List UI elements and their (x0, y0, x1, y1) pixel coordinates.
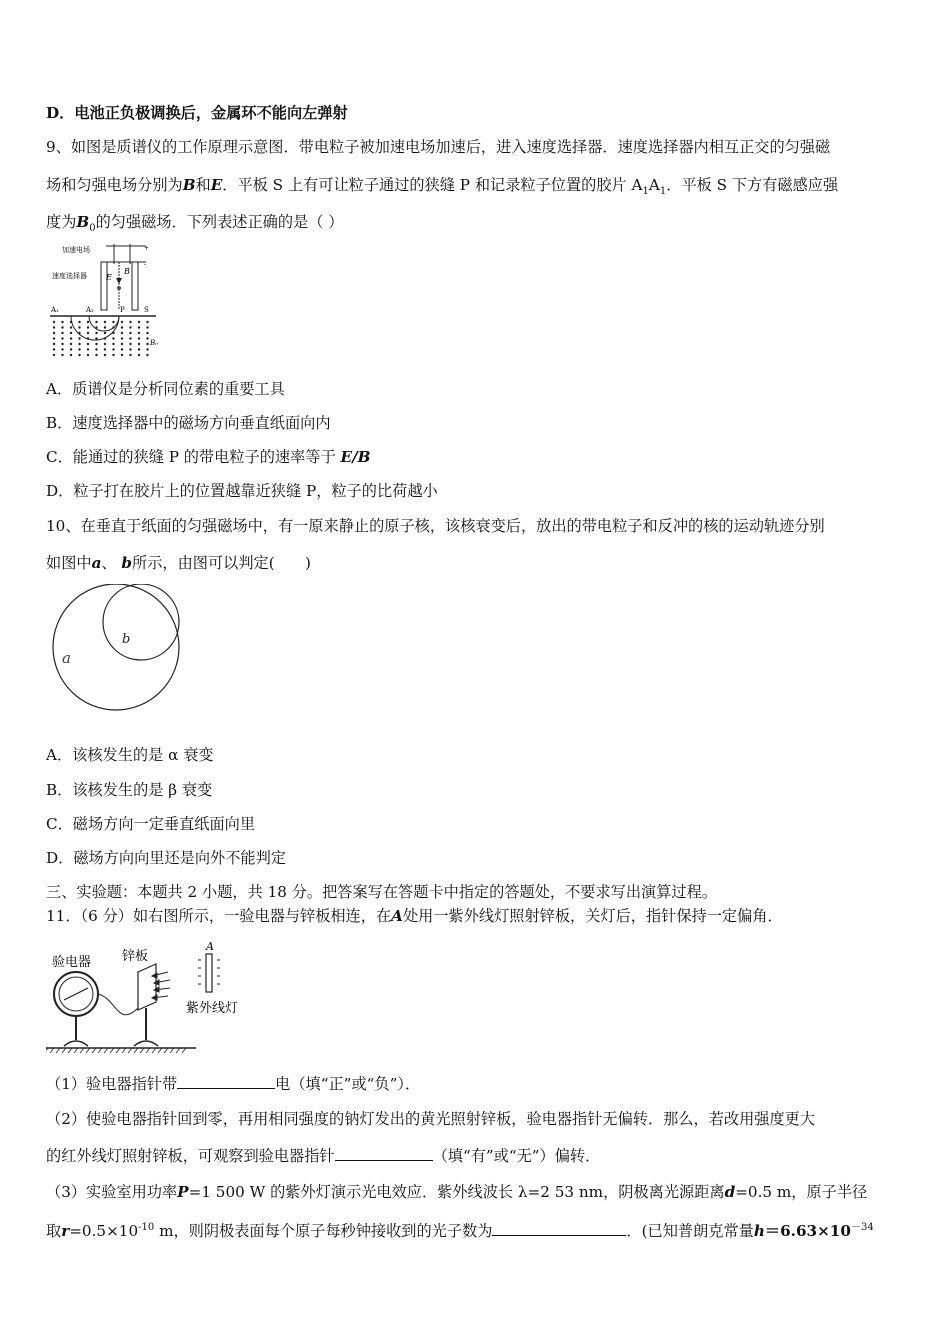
label-b: b (122, 632, 131, 647)
q11-part3-line2: 取$r=0.5\times 10^{-10}$ m，则阴极表面每个原子每秒钟接收到的光子数为 ．(已知普朗克常量$h=6.63\times 10^{-34}$ (46, 1222, 874, 1241)
answer-blank-2[interactable] (335, 1146, 433, 1161)
q9-option-d: D．粒子打在胶片上的位置越靠近狭缝 P，粒子的比荷越小 (46, 482, 438, 500)
track-a (53, 584, 179, 710)
electroscope-figure (46, 938, 256, 1054)
decay-track-figure (46, 584, 188, 712)
label-velocity-selector: 速度选择器 (52, 272, 87, 280)
label-A: A (206, 940, 214, 953)
section-3-header: 三、实验题：本题共 2 小题，共 18 分。把答案写在答题卡中指定的答题处，不要求写出演算过程。 (46, 883, 717, 901)
q11-part3-line1: （3）实验室用功率P=1 500 W 的紫外灯演示光电效应．紫外线波长 λ=2 53 nm，阴极离光源距离d=0.5 m，原子半径 (46, 1183, 868, 1201)
label-B: B (124, 267, 130, 276)
answer-blank-1[interactable] (177, 1074, 275, 1089)
label-A2: A₂ (86, 306, 94, 314)
label-E: E (106, 273, 112, 282)
q9-option-b: B．速度选择器中的磁场方向垂直纸面向内 (46, 414, 331, 432)
q10-option-a: A．该核发生的是 α 衰变 (46, 746, 214, 764)
q9-option-a: A．质谱仪是分析同位素的重要工具 (46, 380, 285, 398)
label-a: a (62, 649, 71, 667)
label-A1: A₁ (51, 306, 59, 314)
q9-option-c: C．能通过的狭缝 P 的带电粒子的速率等于 E/B (46, 448, 371, 466)
q11-part2-line1: （2）使验电器指针回到零，再用相同强度的钠灯发出的黄光照射锌板，验电器指针无偏转．那么，若改用强度更大 (46, 1110, 816, 1128)
q11-part2-line2: 的红外线灯照射锌板，可观察到验电器指针 （填“有”或“无”）偏转． (46, 1147, 601, 1165)
q9-stem-line2: 场和匀强电场分别为B和E．平板 S 上有可让粒子通过的狭缝 P 和记录粒子位置的胶片 $A_1A_1$．平板 S 下方有磁感应强 (46, 176, 839, 198)
label-P: P (120, 306, 125, 314)
label-uv-lamp: 紫外线灯 (186, 1001, 239, 1016)
q10-option-c: C．磁场方向一定垂直纸面向里 (46, 815, 256, 833)
q9-stem-line3: 度为$B_0$的匀强磁场．下列表述正确的是（ ） (46, 213, 344, 235)
option-d-prev: D．电池正负极调换后，金属环不能向左弹射 (46, 104, 348, 122)
svg-text:-: - (144, 261, 147, 268)
label-accel-field: 加速电场 (62, 246, 90, 254)
answer-blank-3[interactable] (492, 1221, 626, 1236)
q10-option-d: D．磁场方向向里还是向外不能判定 (46, 849, 286, 867)
label-S: S (144, 306, 149, 314)
track-b (103, 584, 179, 660)
mass-spectrometer-figure (46, 240, 171, 360)
q10-stem-line2: 如图中a、 b所示，由图可以判定( ) (46, 554, 311, 572)
q9-stem-line1: 9、如图是质谱仪的工作原理示意图．带电粒子被加速电场加速后，进入速度选择器．速度选择器内相互正交的匀强磁 (46, 138, 831, 156)
q10-stem-line1: 10、在垂直于纸面的匀强磁场中，有一原来静止的原子核，该核衰变后，放出的带电粒子和反冲的核的运动轨迹分别 (46, 517, 825, 535)
q10-option-b: B．该核发生的是 β 衰变 (46, 781, 213, 799)
label-electroscope: 验电器 (52, 955, 92, 970)
q11-stem: 11．（6 分）如右图所示，一验电器与锌板相连，在A处用一紫外线灯照射锌板，关灯后，指针保持一定偏角． (46, 907, 783, 925)
label-zinc-plate: 锌板 (122, 949, 149, 964)
label-B0: B₀ (150, 339, 158, 347)
q11-part1: （1）验电器指针带 电（填“正”或“负”）． (46, 1075, 421, 1093)
svg-text:+: + (144, 245, 150, 252)
